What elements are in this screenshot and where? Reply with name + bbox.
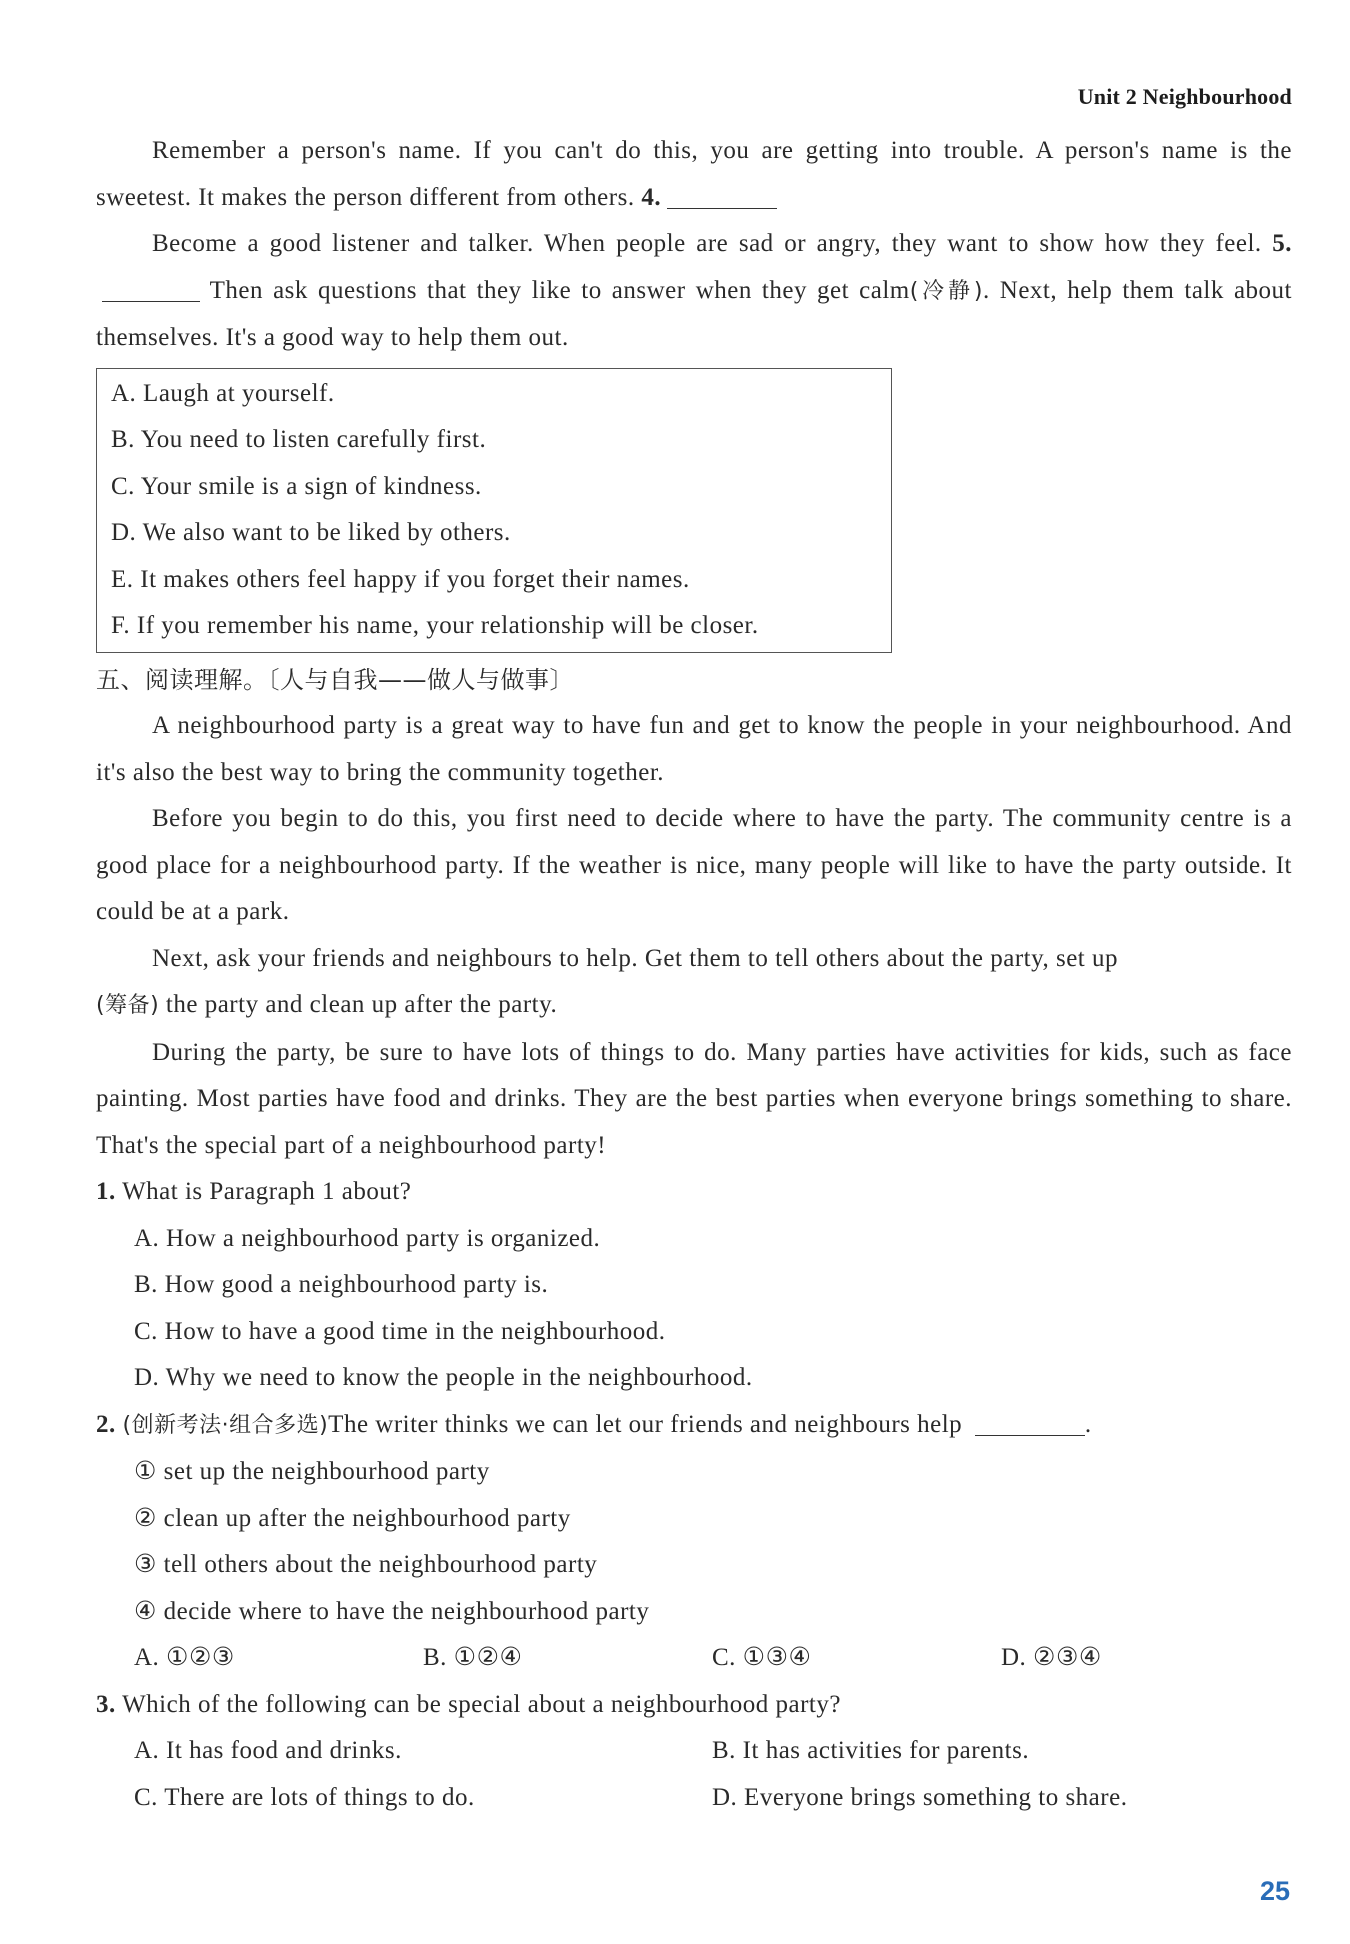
reading-paragraph-2: Before you begin to do this, you first need to decide where to have the party. The community centre is a good place for a neighbourhood party. If the weather is nice, many people will like to have the party outside. It could be at a park. [96,805,1292,925]
passage-text: . Next, help them talk about themselves. It's a good way to help them out. [96,276,1293,351]
passage-text: the party and clean up after the party. [159,991,558,1018]
reading-paragraph-1: A neighbourhood party is a great way to have fun and get to know the people in your neighbourhood. And it's also the best way to bring the community together. [96,712,1292,786]
page-number: 25 [1259,1876,1290,1906]
blank-number-5: 5. [1272,230,1292,257]
blank-number-4: 4. [641,183,662,211]
option-item: D. We also want to be liked by others. [111,519,511,546]
gloss-text: (冷静) [909,278,983,304]
choice-item: ③ tell others about the neighbourhood party [134,1551,598,1578]
answer-option: A. It has food and drinks. [134,1737,402,1764]
answer-options-row [96,1635,1292,1682]
answer-blank-5 [102,273,200,302]
answer-option: C. How to have a good time in the neighbourhood. [134,1317,666,1345]
passage-paragraph-5 [96,221,1292,362]
passage-paragraph-4 [96,128,1292,221]
answer-option: B. How good a neighbourhood party is. [134,1271,549,1298]
choice-item: ④ decide where to have the neighbourhood party [134,1597,650,1625]
answer-blank-4 [667,180,777,209]
answer-blank [975,1407,1085,1436]
running-head: Unit 2 Neighbourhood [1077,84,1292,109]
answer-option: B. ①②④ [423,1644,523,1671]
option-item: C. Your smile is a sign of kindness. [111,472,482,500]
choice-item: ① set up the neighbourhood party [134,1458,490,1485]
question-stem: Which of the following can be special about a neighbourhood party? [122,1690,841,1718]
answer-option: D. Why we need to know the people in the neighbourhood. [134,1364,753,1391]
answer-option: A. ①②③ [134,1644,235,1671]
question-number: 1. [96,1178,116,1205]
option-item: F. If you remember his name, your relationship will be closer. [111,612,759,639]
passage-text: Remember a person's name. If you can't do this, you are getting into trouble. A person's name is the sweetest. It makes the person different from others. [96,137,1292,211]
section-heading: 五、阅读理解。〔人与自我——做人与做事〕 [96,665,574,694]
answer-option: C. ①③④ [712,1644,812,1671]
reading-paragraph-3 [96,936,1292,1030]
options-box [96,368,892,653]
option-item: E. It makes others feel happy if you forget their names. [111,565,690,593]
question-stem: What is Paragraph 1 about? [122,1178,412,1205]
option-item: A. Laugh at yourself. [111,379,335,407]
question-tag: (创新考法·组合多选) [122,1412,329,1438]
question-number: 2. [96,1410,116,1438]
option-item: B. You need to listen carefully first. [111,426,487,453]
answer-option: D. Everyone brings something to share. [712,1783,1128,1811]
answer-option: C. There are lots of things to do. [134,1783,475,1811]
page-content [96,128,1292,1821]
reading-paragraph-4: During the party, be sure to have lots of things to do. Many parties have activities for kids, such as face painting. Most parties have food and drinks. They are the best parties when everyone brings something to share. That's the special part of a neighbourhood party! [96,1038,1292,1159]
answer-options-row [96,1775,1292,1822]
answer-option: D. ②③④ [1001,1644,1102,1671]
question-end: . [1084,1410,1092,1438]
choice-item: ② clean up after the neighbourhood party [134,1504,571,1532]
passage-text: Then ask questions that they like to answer when they get calm [200,276,910,304]
question-stem: The writer thinks we can let our friends and neighbours help [328,1410,969,1438]
question-number: 3. [96,1690,116,1718]
answer-option: B. It has activities for parents. [712,1737,1030,1764]
gloss-text: (筹备) [96,993,160,1018]
answer-option: A. How a neighbourhood party is organized. [134,1224,601,1252]
passage-text: Become a good listener and talker. When people are sad or angry, they want to show how they feel. [152,230,1273,257]
question-2 [96,1402,1292,1450]
answer-options-row [96,1728,1292,1775]
question-1 [96,1169,1292,1216]
passage-text: Next, ask your friends and neighbours to help. Get them to tell others about the party, set up [152,944,1119,972]
question-3 [96,1682,1292,1729]
